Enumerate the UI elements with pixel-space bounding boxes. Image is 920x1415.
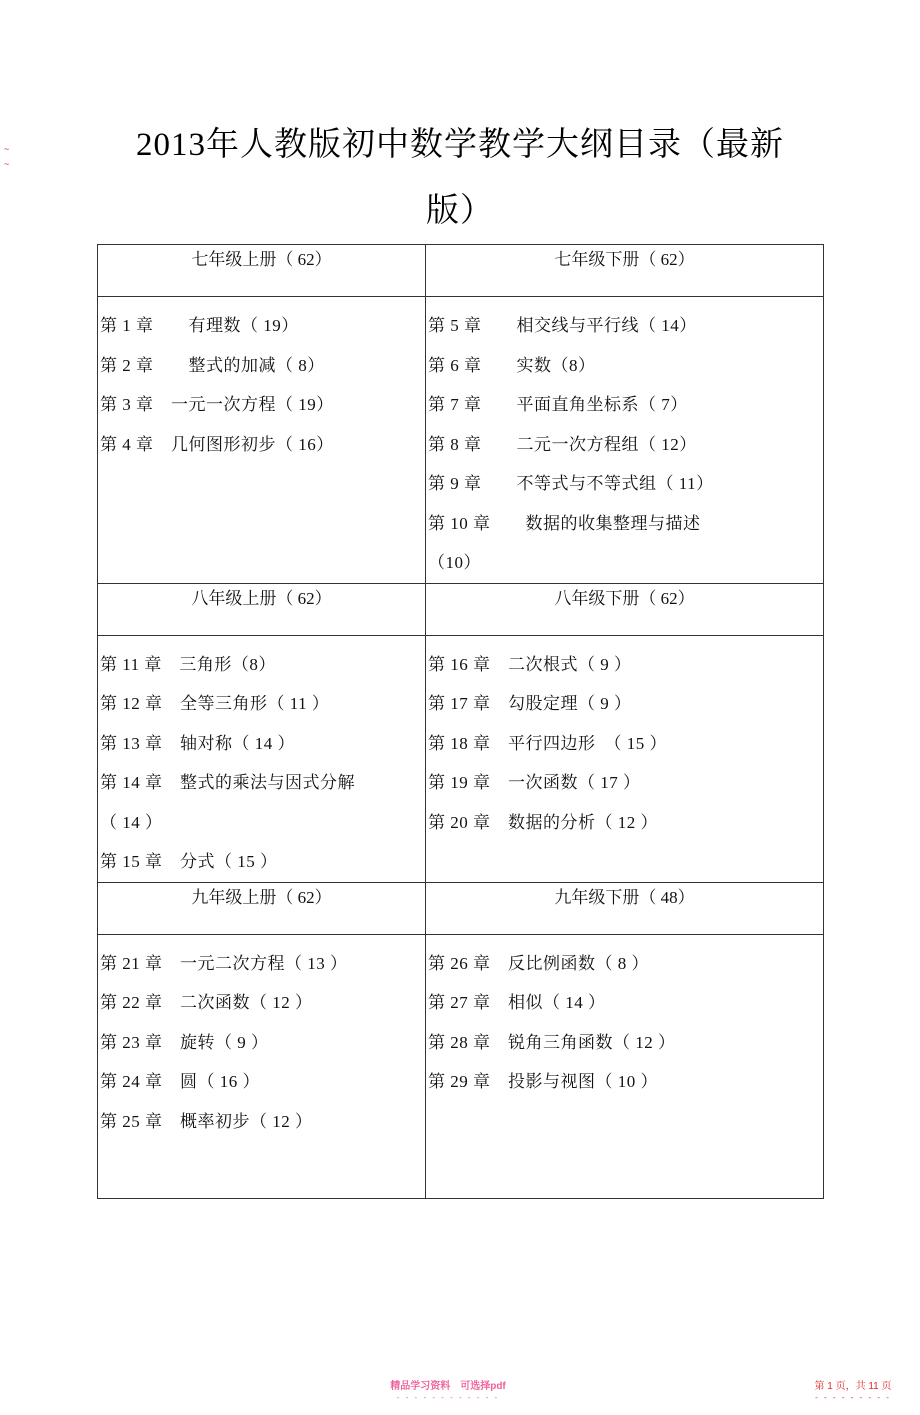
corner-mark: ~: [4, 144, 10, 154]
footer-watermark-dashes: - - - - - - - - - - - -: [396, 1393, 500, 1402]
section2-content-row: [98, 635, 824, 882]
section2-left-cell: [98, 635, 426, 882]
toc-table: [97, 244, 824, 1199]
corner-marks: [4, 142, 9, 172]
chapter-line: 第 8 章 二元一次方程组（ 12）: [428, 434, 697, 454]
chapter-line: （10）: [428, 553, 481, 572]
section2-right-cell: [426, 635, 824, 882]
chapter-line: 第 13 章 轴对称（ 14 ）: [100, 733, 295, 753]
corner-mark: ~: [4, 159, 10, 169]
chapter-line: 第 17 章 勾股定理（ 9 ）: [428, 694, 632, 713]
chapter-line: 第 2 章 整式的加减（ 8）: [100, 355, 325, 375]
chapter-line: 第 15 章 分式（ 15 ）: [100, 852, 278, 871]
section2-left-header: 八年级上册（ 62）: [98, 583, 426, 635]
footer-page-number: [798, 1381, 908, 1402]
section3-right-cell: [426, 934, 824, 1198]
chapter-line: 第 21 章 一元二次方程（ 13 ）: [100, 953, 348, 973]
chapter-line: 第 10 章 数据的收集整理与描述: [428, 513, 701, 533]
chapter-line: 第 29 章 投影与视图（ 10 ）: [428, 1072, 658, 1091]
chapter-line: 第 3 章 一元一次方程（ 19）: [100, 395, 334, 414]
chapter-line: 第 26 章 反比例函数（ 8 ）: [428, 953, 649, 973]
section1-left-header: 七年级上册（ 62）: [98, 245, 426, 297]
section3-left-cell: [98, 934, 426, 1198]
chapter-line: 第 6 章 实数（8）: [428, 355, 596, 375]
chapter-line: 第 24 章 圆（ 16 ）: [100, 1072, 260, 1091]
chapter-line: 第 12 章 全等三角形（ 11 ）: [100, 694, 330, 713]
chapter-line: 第 16 章 二次根式（ 9 ）: [428, 654, 632, 674]
chapter-line: 第 1 章 有理数（ 19）: [100, 316, 299, 335]
chapter-line: 第 28 章 锐角三角函数（ 12 ）: [428, 1032, 676, 1052]
footer-page-number-dashes: - - - - - - - - -: [815, 1393, 891, 1402]
chapter-line: （ 14 ）: [100, 812, 163, 832]
section1-right-cell: [426, 297, 824, 584]
chapter-line: 第 5 章 相交线与平行线（ 14）: [428, 316, 697, 335]
section1-header-row: [98, 245, 824, 297]
chapter-line: 第 27 章 相似（ 14 ）: [428, 993, 606, 1012]
chapter-line: 第 20 章 数据的分析（ 12 ）: [428, 812, 658, 832]
chapter-line: 第 23 章 旋转（ 9 ）: [100, 1032, 269, 1052]
chapter-line: 第 4 章 几何图形初步（ 16）: [100, 434, 334, 454]
chapter-line: 第 11 章 三角形（8）: [100, 654, 276, 674]
section1-right-header: 七年级下册（ 62）: [426, 245, 824, 297]
section3-left-header: 九年级上册（ 62）: [98, 882, 426, 934]
chapter-line: 第 9 章 不等式与不等式组（ 11）: [428, 474, 714, 493]
chapter-line: 第 7 章 平面直角坐标系（ 7）: [428, 395, 688, 414]
section3-right-header: 九年级下册（ 48）: [426, 882, 824, 934]
section2-header-row: [98, 583, 824, 635]
page-title-line1: 2013年人教版初中数学教学大纲目录（最新: [136, 127, 784, 163]
chapter-line: 第 22 章 二次函数（ 12 ）: [100, 993, 313, 1012]
section3-content-row: [98, 934, 824, 1198]
page-title: [0, 112, 920, 244]
section2-right-header: 八年级下册（ 62）: [426, 583, 824, 635]
footer-watermark: [378, 1381, 518, 1402]
footer-watermark-text: 精品学习资料 可选择pdf: [390, 1381, 506, 1392]
section3-header-row: [98, 882, 824, 934]
chapter-line: 第 25 章 概率初步（ 12 ）: [100, 1111, 313, 1131]
chapter-line: 第 19 章 一次函数（ 17 ）: [428, 773, 641, 792]
section1-content-row: [98, 297, 824, 584]
chapter-line: 第 18 章 平行四边形 （ 15 ）: [428, 733, 667, 753]
chapter-line: 第 14 章 整式的乘法与因式分解: [100, 773, 355, 792]
document-page: [0, 112, 920, 1415]
page-title-line2: 版）: [426, 193, 494, 229]
section1-left-cell: [98, 297, 426, 584]
footer-page-number-text: 第 1 页，共 11 页: [814, 1381, 892, 1392]
